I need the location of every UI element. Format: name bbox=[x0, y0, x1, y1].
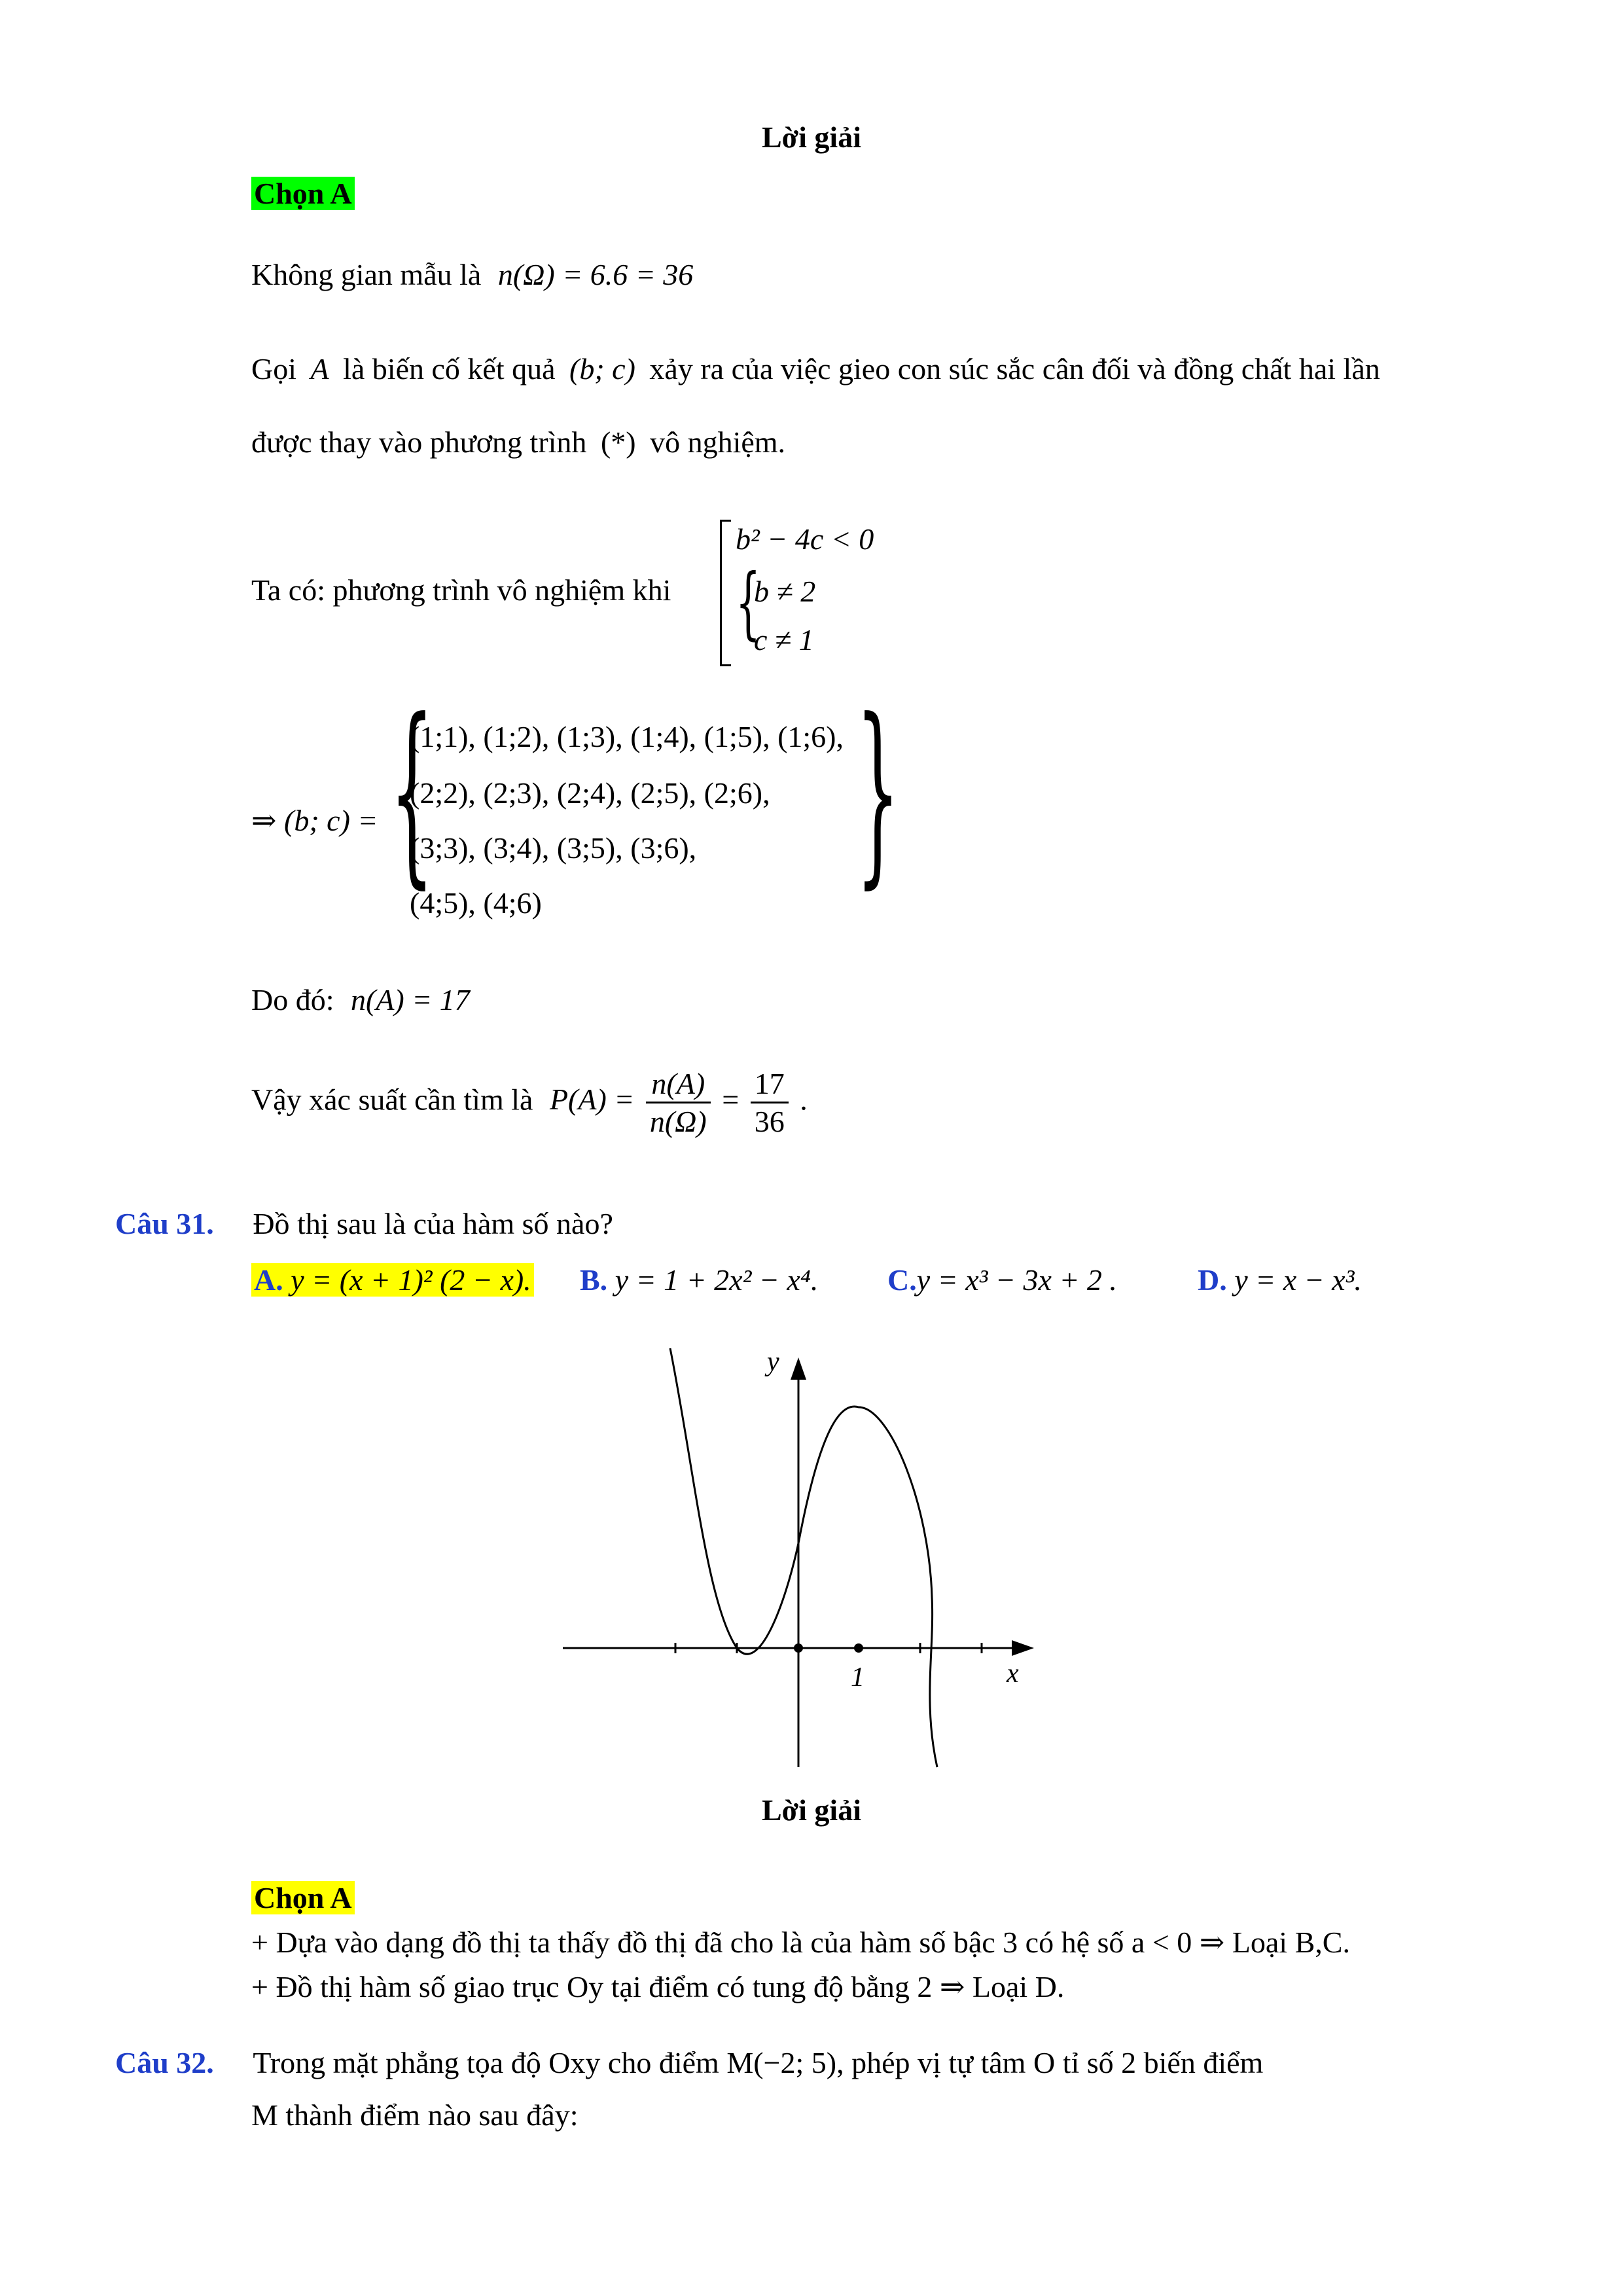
option-d: D. y = x − x³. bbox=[1198, 1263, 1362, 1297]
condition-brace: { bbox=[736, 558, 761, 649]
solution-heading-2: Lời giải bbox=[762, 1793, 861, 1827]
condition-bracket bbox=[720, 520, 731, 666]
sample-space-line: Không gian mẫu là n(Ω) = 6.6 = 36 bbox=[251, 258, 694, 291]
point-x-1 bbox=[854, 1643, 863, 1653]
question-31: Câu 31. Đồ thị sau là của hàm số nào? bbox=[115, 1207, 613, 1240]
event-definition-line-2: được thay vào phương trình (*) vô nghiệm. bbox=[251, 425, 786, 459]
y-axis-label: y bbox=[767, 1347, 779, 1377]
question-32: Câu 32. Trong mặt phẳng tọa độ Oxy cho điểm M(−2; 5), phép vị tự tâm O tỉ số 2 biến điểm bbox=[115, 2046, 1264, 2079]
option-c: C.y = x³ − 3x + 2 . bbox=[887, 1263, 1117, 1297]
set-lhs: ⇒ (b; c) = bbox=[251, 804, 378, 837]
origin-point bbox=[794, 1643, 803, 1653]
probability-line: Vậy xác suất cần tìm là P(A) = $\frac{n(A)}{n(\Omega)}$ = $\frac{17}{36}$ . bbox=[251, 1066, 808, 1139]
answer-choice-2: Chọn A bbox=[251, 1880, 355, 1916]
option-a: A. y = (x + 1)² (2 − x). bbox=[251, 1262, 534, 1298]
y-axis-arrow bbox=[791, 1357, 806, 1380]
set-row-2: (2;2), (2;3), (2;4), (2;5), (2;6), bbox=[410, 776, 770, 810]
answer-choice: Chọn A bbox=[251, 175, 355, 211]
event-definition-line-1: Gọi A là biến cố kết quả (b; c) xảy ra của việc gieo con súc sắc cân đối và đồng chất hai lần bbox=[251, 352, 1380, 386]
condition-2: b ≠ 2 bbox=[754, 575, 816, 608]
set-row-3: (3;3), (3;4), (3;5), (3;6), bbox=[410, 831, 697, 865]
condition-text: Ta có: phương trình vô nghiệm khi bbox=[251, 573, 671, 607]
reason-2: + Đồ thị hàm số giao trục Oy tại điểm có tung độ bằng 2 ⇒ Loại D. bbox=[251, 1970, 1065, 2003]
question-32-line-2: M thành điểm nào sau đây: bbox=[251, 2098, 579, 2132]
condition-3: c ≠ 1 bbox=[754, 623, 814, 656]
set-left-brace: { bbox=[390, 677, 434, 906]
reason-1: + Dựa vào dạng đồ thị ta thấy đồ thị đã cho là của hàm số bậc 3 có hệ số a < 0 ⇒ Loại B,C. bbox=[251, 1926, 1350, 1959]
probability-fraction-2: $\frac{17}{36}$ bbox=[751, 1066, 789, 1139]
x-axis-arrow bbox=[1012, 1640, 1034, 1656]
set-row-1: (1;1), (1;2), (1;3), (1;4), (1;5), (1;6), bbox=[410, 720, 844, 753]
set-row-4: (4;5), (4;6) bbox=[410, 886, 542, 920]
cubic-curve bbox=[670, 1348, 937, 1767]
tick-label-1: 1 bbox=[851, 1662, 865, 1693]
set-right-brace: } bbox=[856, 677, 900, 906]
condition-1: b² − 4c < 0 bbox=[736, 522, 874, 556]
probability-fraction-1: $\frac{n(A)}{n(\Omega)}$ bbox=[646, 1066, 711, 1139]
option-b: B. y = 1 + 2x² − x⁴. bbox=[580, 1263, 819, 1297]
x-axis-label: x bbox=[1007, 1659, 1019, 1689]
solution-heading: Lời giải bbox=[762, 120, 861, 154]
count-line: Do đó: n(A) = 17 bbox=[251, 983, 470, 1016]
